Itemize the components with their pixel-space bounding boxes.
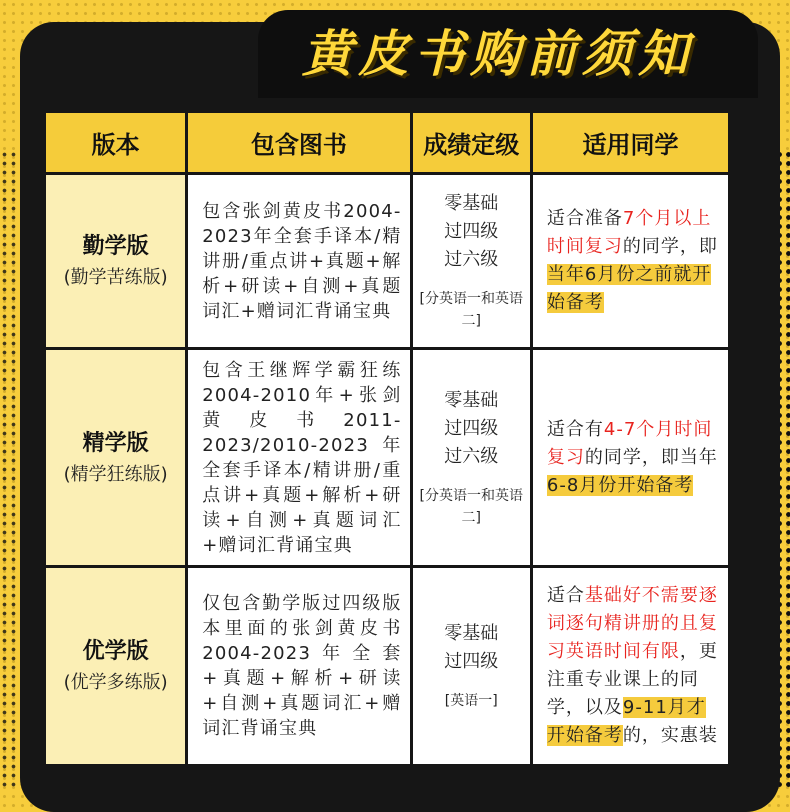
level-item: 零基础 <box>444 623 499 644</box>
level-item: 过四级 <box>444 651 499 672</box>
version-subtitle: (勤学苦练版) <box>63 267 168 288</box>
level-cell <box>413 175 533 350</box>
header-version: 版本 <box>46 113 188 175</box>
header-level: 成绩定级 <box>413 113 533 175</box>
version-cell <box>46 568 188 764</box>
version-cell <box>46 175 188 350</box>
highlight-yellow: 6-8月份开始备考 <box>546 474 694 496</box>
exam-note: [英语一] <box>444 693 498 709</box>
level-item: 过六级 <box>444 445 499 467</box>
table-row <box>46 350 728 568</box>
highlight-red: 基础好不需要逐词逐句精讲册的且复习英语时间有限 <box>546 585 718 662</box>
version-subtitle: (精学狂练版) <box>63 463 168 485</box>
level-cell <box>413 350 533 568</box>
books-text: 包含王继辉学霸狂练2004-2010年+张剑黄皮书2011-2023/2010-2023年全套手译本/精讲册/重点讲+真题+解析+研读+自测+真题词汇+赠词汇背诵宝典 <box>202 359 402 556</box>
audience-text: 适合准备7个月以上时间复习的同学，即当年6月份之前就开始备考 <box>546 208 718 313</box>
version-name: 精学版 <box>82 430 149 456</box>
header-audience: 适用同学 <box>533 113 728 175</box>
version-name: 优学版 <box>82 639 149 664</box>
comparison-table <box>46 113 728 764</box>
version-subtitle: (优学多练版) <box>63 672 168 693</box>
level-item: 过四级 <box>444 221 499 242</box>
books-cell <box>188 568 412 764</box>
highlight-red: 7个月以上时间复习 <box>546 208 712 257</box>
audience-cell <box>533 175 728 350</box>
table-header-row <box>46 113 728 175</box>
books-cell <box>188 350 412 568</box>
audience-text: 适合基础好不需要逐词逐句精讲册的且复习英语时间有限，更注重专业课上的同学，以及9-11月才开始备考的，实惠装 <box>546 585 718 746</box>
page-title: 黄皮书购前须知 <box>302 25 694 83</box>
books-cell <box>188 175 412 350</box>
version-cell <box>46 350 188 568</box>
highlight-red: 4-7个月时间复习 <box>546 418 713 468</box>
header-books: 包含图书 <box>188 113 412 175</box>
level-item: 过六级 <box>444 249 499 270</box>
highlight-yellow: 9-11月才开始备考 <box>546 697 706 746</box>
exam-note: [分英语一和英语二] <box>419 487 523 526</box>
audience-cell <box>533 568 728 764</box>
books-text: 包含张剑黄皮书2004-2023年全套手译本/精讲册/重点讲+真题+解析+研读+自测+真题词汇+赠词汇背诵宝典 <box>202 200 402 322</box>
table-row <box>46 568 728 764</box>
audience-cell <box>533 350 728 568</box>
level-item: 过四级 <box>444 417 499 439</box>
version-name: 勤学版 <box>82 234 149 259</box>
highlight-yellow: 当年6月份之前就开始备考 <box>546 264 712 313</box>
books-text: 仅包含勤学版过四级版本里面的张剑黄皮书2004-2023年全套+真题+解析+研读+自测+真题词汇+赠词汇背诵宝典 <box>202 593 402 739</box>
level-cell <box>413 568 533 764</box>
table-row <box>46 175 728 350</box>
audience-text: 适合有4-7个月时间复习的同学，即当年6-8月份开始备考 <box>546 418 718 496</box>
exam-note: [分英语一和英语二] <box>419 291 523 329</box>
level-item: 零基础 <box>444 389 499 411</box>
level-item: 零基础 <box>444 193 499 214</box>
